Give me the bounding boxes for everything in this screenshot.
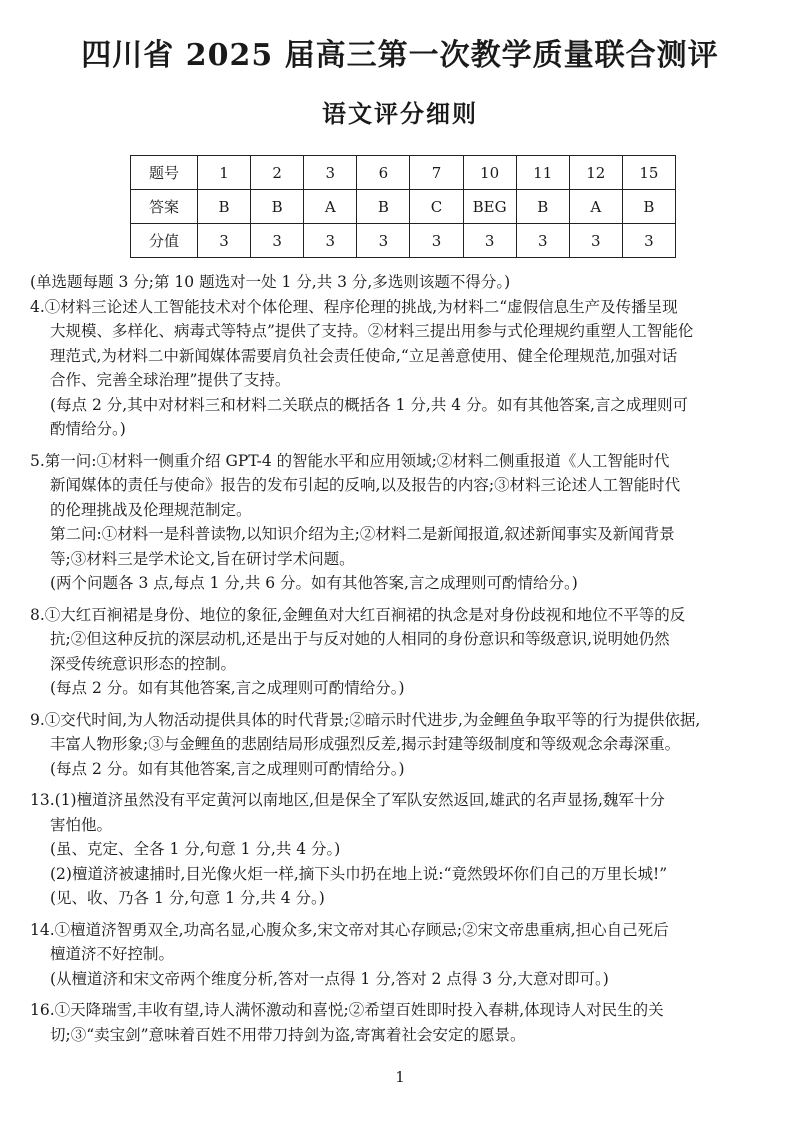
- q16-line: 切;③“卖宝剑”意味着百姓不用带刀持剑为盗,寄寓着社会安定的愿景。: [50, 1025, 526, 1044]
- table-row-scores: [131, 224, 676, 258]
- table-cell: 3: [304, 224, 357, 258]
- table-cell: 3: [516, 224, 569, 258]
- q13-line: 害怕他。: [50, 815, 113, 834]
- q5-line: 的伦理挑战及伦理规范制定。: [50, 500, 252, 519]
- q5-scoring-note: (两个问题各 3 点,每点 1 分,共 6 分。如有其他答案,言之成理则可酌情给分。): [50, 574, 578, 592]
- table-cell: 3: [304, 156, 357, 190]
- q5-line: 5.第一问:①材料一侧重介绍 GPT-4 的智能水平和应用领域;②材料二侧重报道《人工智能时代: [30, 451, 670, 470]
- table-cell: A: [304, 190, 357, 224]
- q13-line: (2)檀道济被逮捕时,目光像火炬一样,摘下头巾扔在地上说:“竟然毁坏你们自己的万里长城!”: [50, 864, 668, 883]
- row-label-number: 题号: [131, 156, 198, 190]
- table-cell: C: [410, 190, 463, 224]
- table-row-answers: [131, 190, 676, 224]
- page-number: 1: [395, 1068, 405, 1086]
- q13-line: 13.(1)檀道济虽然没有平定黄河以南地区,但是保全了军队安然返回,雄武的名声显扬,魏军十分: [30, 791, 665, 809]
- q14-scoring-note: (从檀道济和宋文帝两个维度分析,答对一点得 1 分,答对 2 点得 3 分,大意对即可。): [50, 969, 609, 988]
- table-cell: B: [622, 190, 675, 224]
- q8-scoring-note: (每点 2 分。如有其他答案,言之成理则可酌情给分。): [50, 679, 405, 697]
- q14-line: 檀道济不好控制。: [50, 945, 175, 963]
- page-subtitle: 语文评分细则: [322, 99, 478, 128]
- q9-line: 丰富人物形象;③与金鲤鱼的悲剧结局形成强烈反差,揭示封建等级制度和等级观念余毒深重。: [50, 735, 681, 753]
- q5-line: 第二问:①材料一是科普读物,以知识介绍为主;②材料二是新闻报道,叙述新闻事实及新闻背景: [50, 525, 675, 543]
- table-cell: 3: [410, 224, 463, 258]
- q9-line: 9.①交代时间,为人物活动提供具体的时代背景;②暗示时代进步,为金鲤鱼争取平等的行为提供依据,: [30, 710, 701, 729]
- table-cell: B: [357, 190, 410, 224]
- table-cell: 3: [569, 224, 622, 258]
- table-cell: 12: [569, 156, 622, 190]
- q4-line: 合作、完善全球治理”提供了支持。: [50, 371, 291, 389]
- table-cell: 3: [251, 224, 304, 258]
- table-cell: 3: [357, 224, 410, 258]
- table-cell: 3: [463, 224, 516, 258]
- table-cell: 7: [410, 156, 463, 190]
- q9-scoring-note: (每点 2 分。如有其他答案,言之成理则可酌情给分。): [50, 759, 405, 778]
- table-cell: 1: [198, 156, 251, 190]
- table-cell: 15: [622, 156, 675, 190]
- table-cell: B: [251, 190, 304, 224]
- q4-scoring-note: 酌情给分。): [50, 420, 126, 438]
- q5-line: 等;③材料三是学术论文,旨在研讨学术问题。: [50, 549, 355, 568]
- row-label-score: 分值: [131, 224, 198, 258]
- q13-scoring-note: (见、收、乃各 1 分,句意 1 分,共 4 分。): [50, 889, 325, 907]
- q14-line: 14.①檀道济智勇双全,功高名显,心腹众多,宋文帝对其心存顾忌;②宋文帝患重病,担心自己死后: [30, 920, 669, 939]
- answer-table: [130, 155, 676, 258]
- table-cell: 6: [357, 156, 410, 190]
- table-cell: A: [569, 190, 622, 224]
- table-cell: B: [516, 190, 569, 224]
- table-cell: 2: [251, 156, 304, 190]
- table-cell: 3: [198, 224, 251, 258]
- q13-scoring-note: (虽、克定、全各 1 分,句意 1 分,共 4 分。): [50, 840, 341, 858]
- table-cell: 10: [463, 156, 516, 190]
- q8-line: 抗;②但这种反抗的深层动机,还是出于与反对她的人相同的身份意识和等级意识,说明她仍然: [50, 630, 670, 648]
- table-row-numbers: [131, 156, 676, 190]
- q8-line: 深受传统意识形态的控制。: [50, 654, 237, 673]
- table-cell: BEG: [463, 190, 516, 224]
- q5-line: 新闻媒体的责任与使命》报告的发布引起的反响,以及报告的内容;③材料三论述人工智能时代: [50, 476, 681, 494]
- q8-line: 8.①大红百裥裙是身份、地位的象征,金鲤鱼对大红百裥裙的执念是对身份歧视和地位不平等的反: [30, 605, 686, 624]
- table-cell: B: [198, 190, 251, 224]
- scoring-rules: [30, 270, 782, 1047]
- q4-line: 理范式,为材料二中新闻媒体需要肩负社会责任使命,“立足善意使用、健全伦理规范,加强对话: [50, 346, 678, 365]
- q4-scoring-note: (每点 2 分,其中对材料三和材料二关联点的概括各 1 分,共 4 分。如有其他答案,言之成理则可: [50, 395, 688, 414]
- q16-line: 16.①天降瑞雪,丰收有望,诗人满怀激动和喜悦;②希望百姓即时投入春耕,体现诗人对民生的关: [30, 1001, 664, 1019]
- row-label-answer: 答案: [131, 190, 198, 224]
- q4-line: 4.①材料三论述人工智能技术对个体伦理、程序伦理的挑战,为材料二“虚假信息生产及传播呈现: [30, 297, 678, 316]
- q4-line: 大规模、多样化、病毒式等特点”提供了支持。②材料三提出用参与式伦理规约重塑人工智能伦: [50, 322, 694, 340]
- table-cell: 11: [516, 156, 569, 190]
- table-cell: 3: [622, 224, 675, 258]
- page-title: 四川省 2025 届高三第一次教学质量联合测评: [81, 38, 719, 73]
- table-note: (单选题每题 3 分;第 10 题选对一处 1 分,共 3 分,多选则该题不得分。): [30, 273, 511, 291]
